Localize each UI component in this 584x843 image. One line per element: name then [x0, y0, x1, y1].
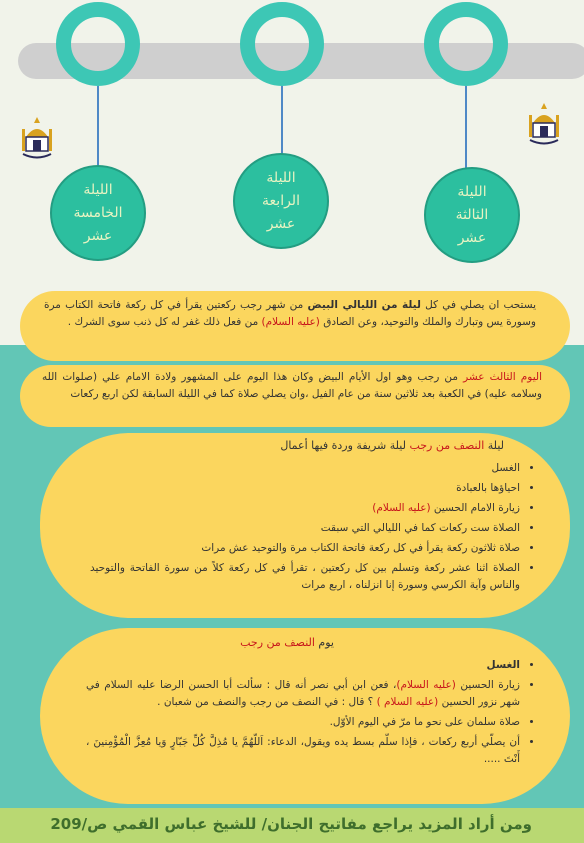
item-text: صلاة سلمان على نحو ما مرّ في اليوم الأوّل. — [329, 716, 520, 728]
mid-rajab-night-box — [40, 433, 570, 618]
honorific-text: (عليه السلام) — [261, 316, 320, 328]
list-item — [90, 460, 520, 477]
thirteenth-day-box — [20, 365, 570, 427]
list-item — [90, 560, 520, 594]
item-text: ؟ قال : في النصف من رجب والنصف من شعبان . — [157, 696, 377, 708]
list-item — [90, 540, 520, 557]
list-item — [86, 734, 520, 768]
item-text: ، فعن ابن أبي نصر أنه قال : سألت أبا الحسن الرضا عليه السلام في شهر نزور الحسين — [86, 679, 520, 708]
honorific-text: (عليه السلام) — [372, 502, 431, 514]
timeline-stem-center — [281, 86, 283, 154]
item-text: الصلاة اثنا عشر ركعة وتسلم بين كل ركعتين ، تقرأ في كل ركعة كلاً من سورة الفاتحة والتوحيد والناس وآية الكرسي وسورة إنا انزلناه ، اربع مرات — [90, 562, 520, 591]
honorific-text: (عليه السلام ) — [376, 696, 439, 708]
shrine-logo-left — [20, 115, 54, 161]
honorific-text: (عليه السلام) — [396, 679, 456, 691]
shrine-logo-right — [527, 101, 561, 147]
list-item — [90, 480, 520, 497]
night-label: الليلة الثالثة عشر — [455, 183, 489, 246]
paragraph-text: يستحب ان يصلي في كل — [420, 299, 536, 311]
night-label: الليلة الرابعة عشر — [262, 169, 300, 232]
paragraph-text: من شهر رجب ركعتين يقرأ في كل ركعة فاتحة الكتاب مرة وسورة يس وتبارك والملك والتوحيد، وعن الصادق — [44, 299, 536, 328]
list-item — [90, 500, 520, 517]
heading-highlight: النصف من رجب — [409, 439, 485, 452]
item-text: احياؤها بالعبادة — [456, 482, 520, 494]
heading-text: يوم — [314, 636, 334, 649]
list-item — [90, 520, 520, 537]
night-bubble-fourteenth — [233, 153, 329, 249]
mid-rajab-day-box — [40, 628, 570, 804]
list-item — [86, 677, 520, 711]
timeline-ring-left — [56, 2, 140, 86]
list-item — [86, 714, 520, 731]
timeline-ring-right — [424, 2, 508, 86]
timeline-ring-center — [240, 2, 324, 86]
box-heading — [90, 437, 504, 454]
night-label: الليلة الخامسة عشر — [73, 181, 123, 244]
item-text: صلاة ثلاثون ركعة يقرأ في كل ركعة فاتحة الكتاب مرة والتوحيد عش مرات — [201, 542, 520, 554]
paragraph-text: من فعل ذلك غفر له كل ذنب سوى الشرك . — [67, 316, 262, 328]
item-text: الصلاة ست ركعات كما في الليالي التي سبقت — [320, 522, 520, 534]
day-deeds-list — [86, 657, 534, 768]
box-heading — [86, 634, 334, 651]
night-bubble-thirteenth — [424, 167, 520, 263]
item-text: زيارة الحسين — [455, 679, 520, 691]
item-text: زيارة الامام الحسين — [430, 502, 520, 514]
list-item — [86, 657, 520, 674]
item-text: أن يصلّي أربع ركعات ، فإذا سلّم بسط يده ويقول، الدعاء: اَللّهُمَّ يا مُذِلَّ كُلِّ جَبّارٍ وَيا مُعِزَّ الْمُؤْمِنينَ ، أَنْتَ ..... — [86, 736, 520, 765]
heading-text: ليلة — [484, 439, 504, 452]
heading-text: ليلة شريفة وردة فيها أعمال — [280, 439, 410, 452]
highlight-text: ليلة من الليالي البيض — [307, 299, 421, 311]
day-title: اليوم الثالث عشر — [463, 371, 542, 383]
timeline-stem-right — [465, 86, 467, 168]
timeline-stem-left — [97, 86, 99, 166]
night-deeds-list — [90, 460, 534, 594]
heading-highlight: النصف من رجب — [240, 636, 315, 649]
paragraph-text: من رجب وهو اول الأيام البيض وكان هذا اليوم على المشهور ولادة الامام علي (صلوات الله وسلامه عليه) في الكعبة بعد ثلاثين سنة من عام الفيل ،وان يصلي صلاة كما في الليلة السابقة لكن اربع ركعات — [42, 371, 542, 400]
white-nights-prayer-box — [20, 291, 570, 361]
item-text: الغسل — [486, 659, 520, 671]
night-bubble-fifteenth — [50, 165, 146, 261]
footer-reference: ومن أراد المزيد يراجع مفاتيح الجنان/ للشيخ عباس القمي ص/209 — [50, 815, 532, 833]
item-text: الغسل — [491, 462, 520, 474]
